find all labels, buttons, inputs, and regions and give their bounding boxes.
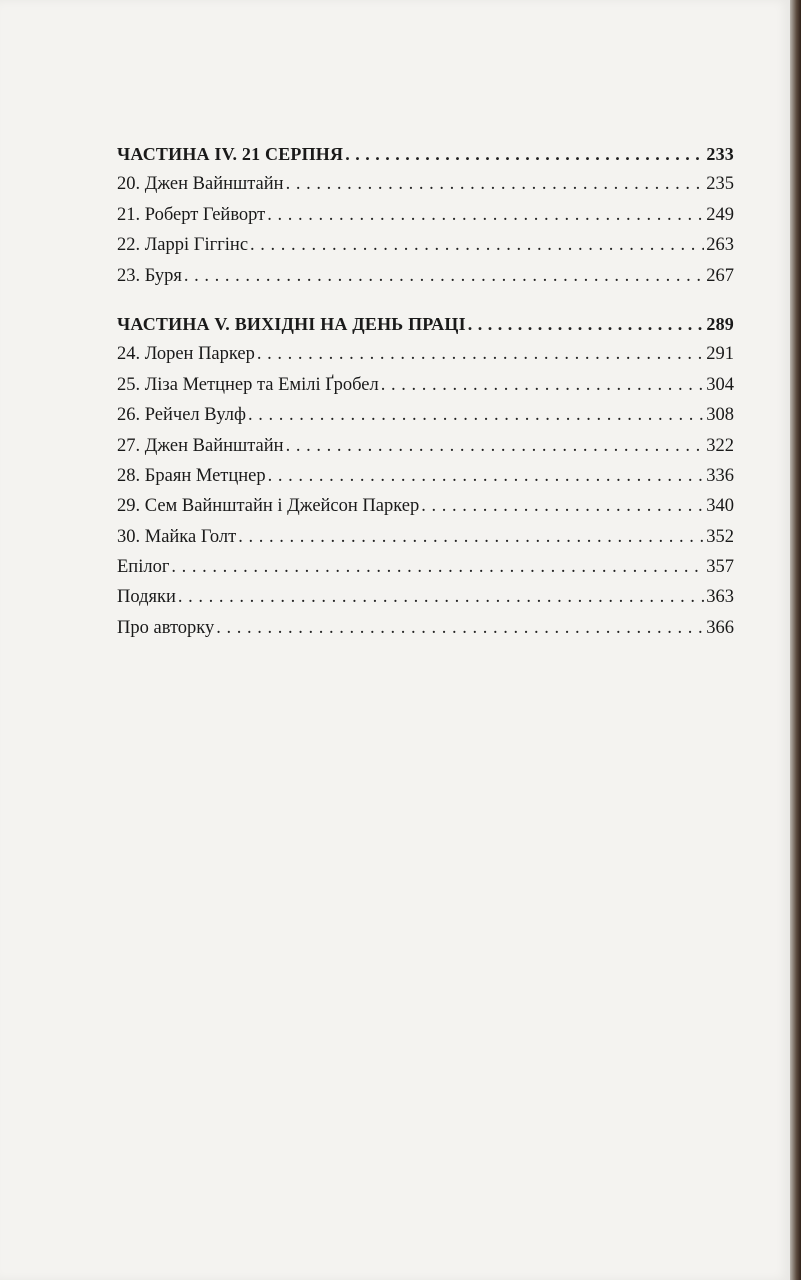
toc-page-number: 340 — [706, 496, 734, 517]
toc-entry-title: 27. Джен Вайнштайн — [117, 435, 284, 456]
toc-page-number: 233 — [706, 144, 734, 164]
toc-entry — [117, 613, 734, 643]
toc-page-number: 235 — [706, 174, 734, 195]
toc-dot-leader — [381, 370, 705, 400]
toc-dot-leader — [268, 461, 705, 491]
toc-entry — [117, 461, 734, 491]
toc-entry — [117, 400, 734, 430]
toc-part-title: ЧАСТИНА V. ВИХІДНІ НА ДЕНЬ ПРАЦІ — [117, 313, 466, 334]
toc-page-number: 249 — [706, 204, 734, 225]
toc-entry-title: Епілог — [117, 557, 170, 578]
toc-dot-leader — [248, 400, 704, 430]
toc-entry — [117, 339, 734, 369]
toc-dot-leader — [468, 309, 705, 339]
toc-page-number: 366 — [706, 617, 734, 638]
toc-dot-leader — [178, 582, 704, 612]
toc-page-number: 291 — [706, 344, 734, 365]
toc-page-number: 352 — [706, 526, 734, 547]
toc-entry — [117, 491, 734, 521]
toc-page-number: 304 — [706, 374, 734, 395]
toc-entry — [117, 169, 734, 199]
toc-page-number: 357 — [706, 557, 734, 578]
toc-entry — [117, 261, 734, 291]
toc-entry-title: 22. Ларрі Гіггінс — [117, 235, 249, 256]
toc-dot-leader — [286, 431, 705, 461]
toc-dot-leader — [421, 491, 704, 521]
toc-entry-title: Подяки — [117, 587, 176, 608]
toc-entry — [117, 200, 734, 230]
toc-part-heading — [117, 139, 734, 169]
toc-dot-leader — [184, 261, 704, 291]
toc-dot-leader — [238, 522, 704, 552]
toc-entry — [117, 522, 734, 552]
toc-entry-title: 28. Браян Метцнер — [117, 465, 266, 486]
toc-dot-leader — [250, 230, 704, 260]
book-page-edge — [790, 0, 801, 1280]
toc-page-number: 322 — [706, 435, 734, 456]
toc-part-title: ЧАСТИНА IV. 21 СЕРПНЯ — [117, 144, 344, 164]
toc-entry-title: 25. Ліза Метцнер та Емілі Ґробел — [117, 374, 379, 395]
toc-part-heading — [117, 309, 734, 339]
toc-page-number: 267 — [706, 265, 734, 286]
toc-page-number: 363 — [706, 587, 734, 608]
toc-dot-leader — [286, 169, 705, 199]
toc-entry — [117, 582, 734, 612]
toc-entry-title: 30. Майка Голт — [117, 526, 237, 547]
toc-section-part-4 — [117, 139, 734, 291]
toc-page-number: 289 — [706, 313, 734, 334]
toc-entry-title: 24. Лорен Паркер — [117, 344, 255, 365]
toc-entry — [117, 230, 734, 260]
toc-entry-title: 20. Джен Вайнштайн — [117, 174, 284, 195]
toc-page-number: 336 — [706, 465, 734, 486]
toc-dot-leader — [267, 200, 704, 230]
toc-dot-leader — [171, 552, 704, 582]
toc-entry — [117, 552, 734, 582]
toc-entry-title: 26. Рейчел Вулф — [117, 405, 247, 426]
toc-entry-title: Про авторку — [117, 617, 215, 638]
toc-entry — [117, 431, 734, 461]
table-of-contents — [117, 139, 734, 661]
toc-page-number: 263 — [706, 235, 734, 256]
toc-entry-title: 23. Буря — [117, 265, 182, 286]
toc-entry-title: 29. Сем Вайнштайн і Джейсон Паркер — [117, 496, 420, 517]
toc-entry — [117, 370, 734, 400]
toc-dot-leader — [216, 613, 704, 643]
toc-page-number: 308 — [706, 405, 734, 426]
toc-section-part-5 — [117, 309, 734, 643]
toc-dot-leader — [257, 339, 704, 369]
toc-dot-leader — [345, 139, 704, 169]
toc-entry-title: 21. Роберт Гейворт — [117, 204, 266, 225]
